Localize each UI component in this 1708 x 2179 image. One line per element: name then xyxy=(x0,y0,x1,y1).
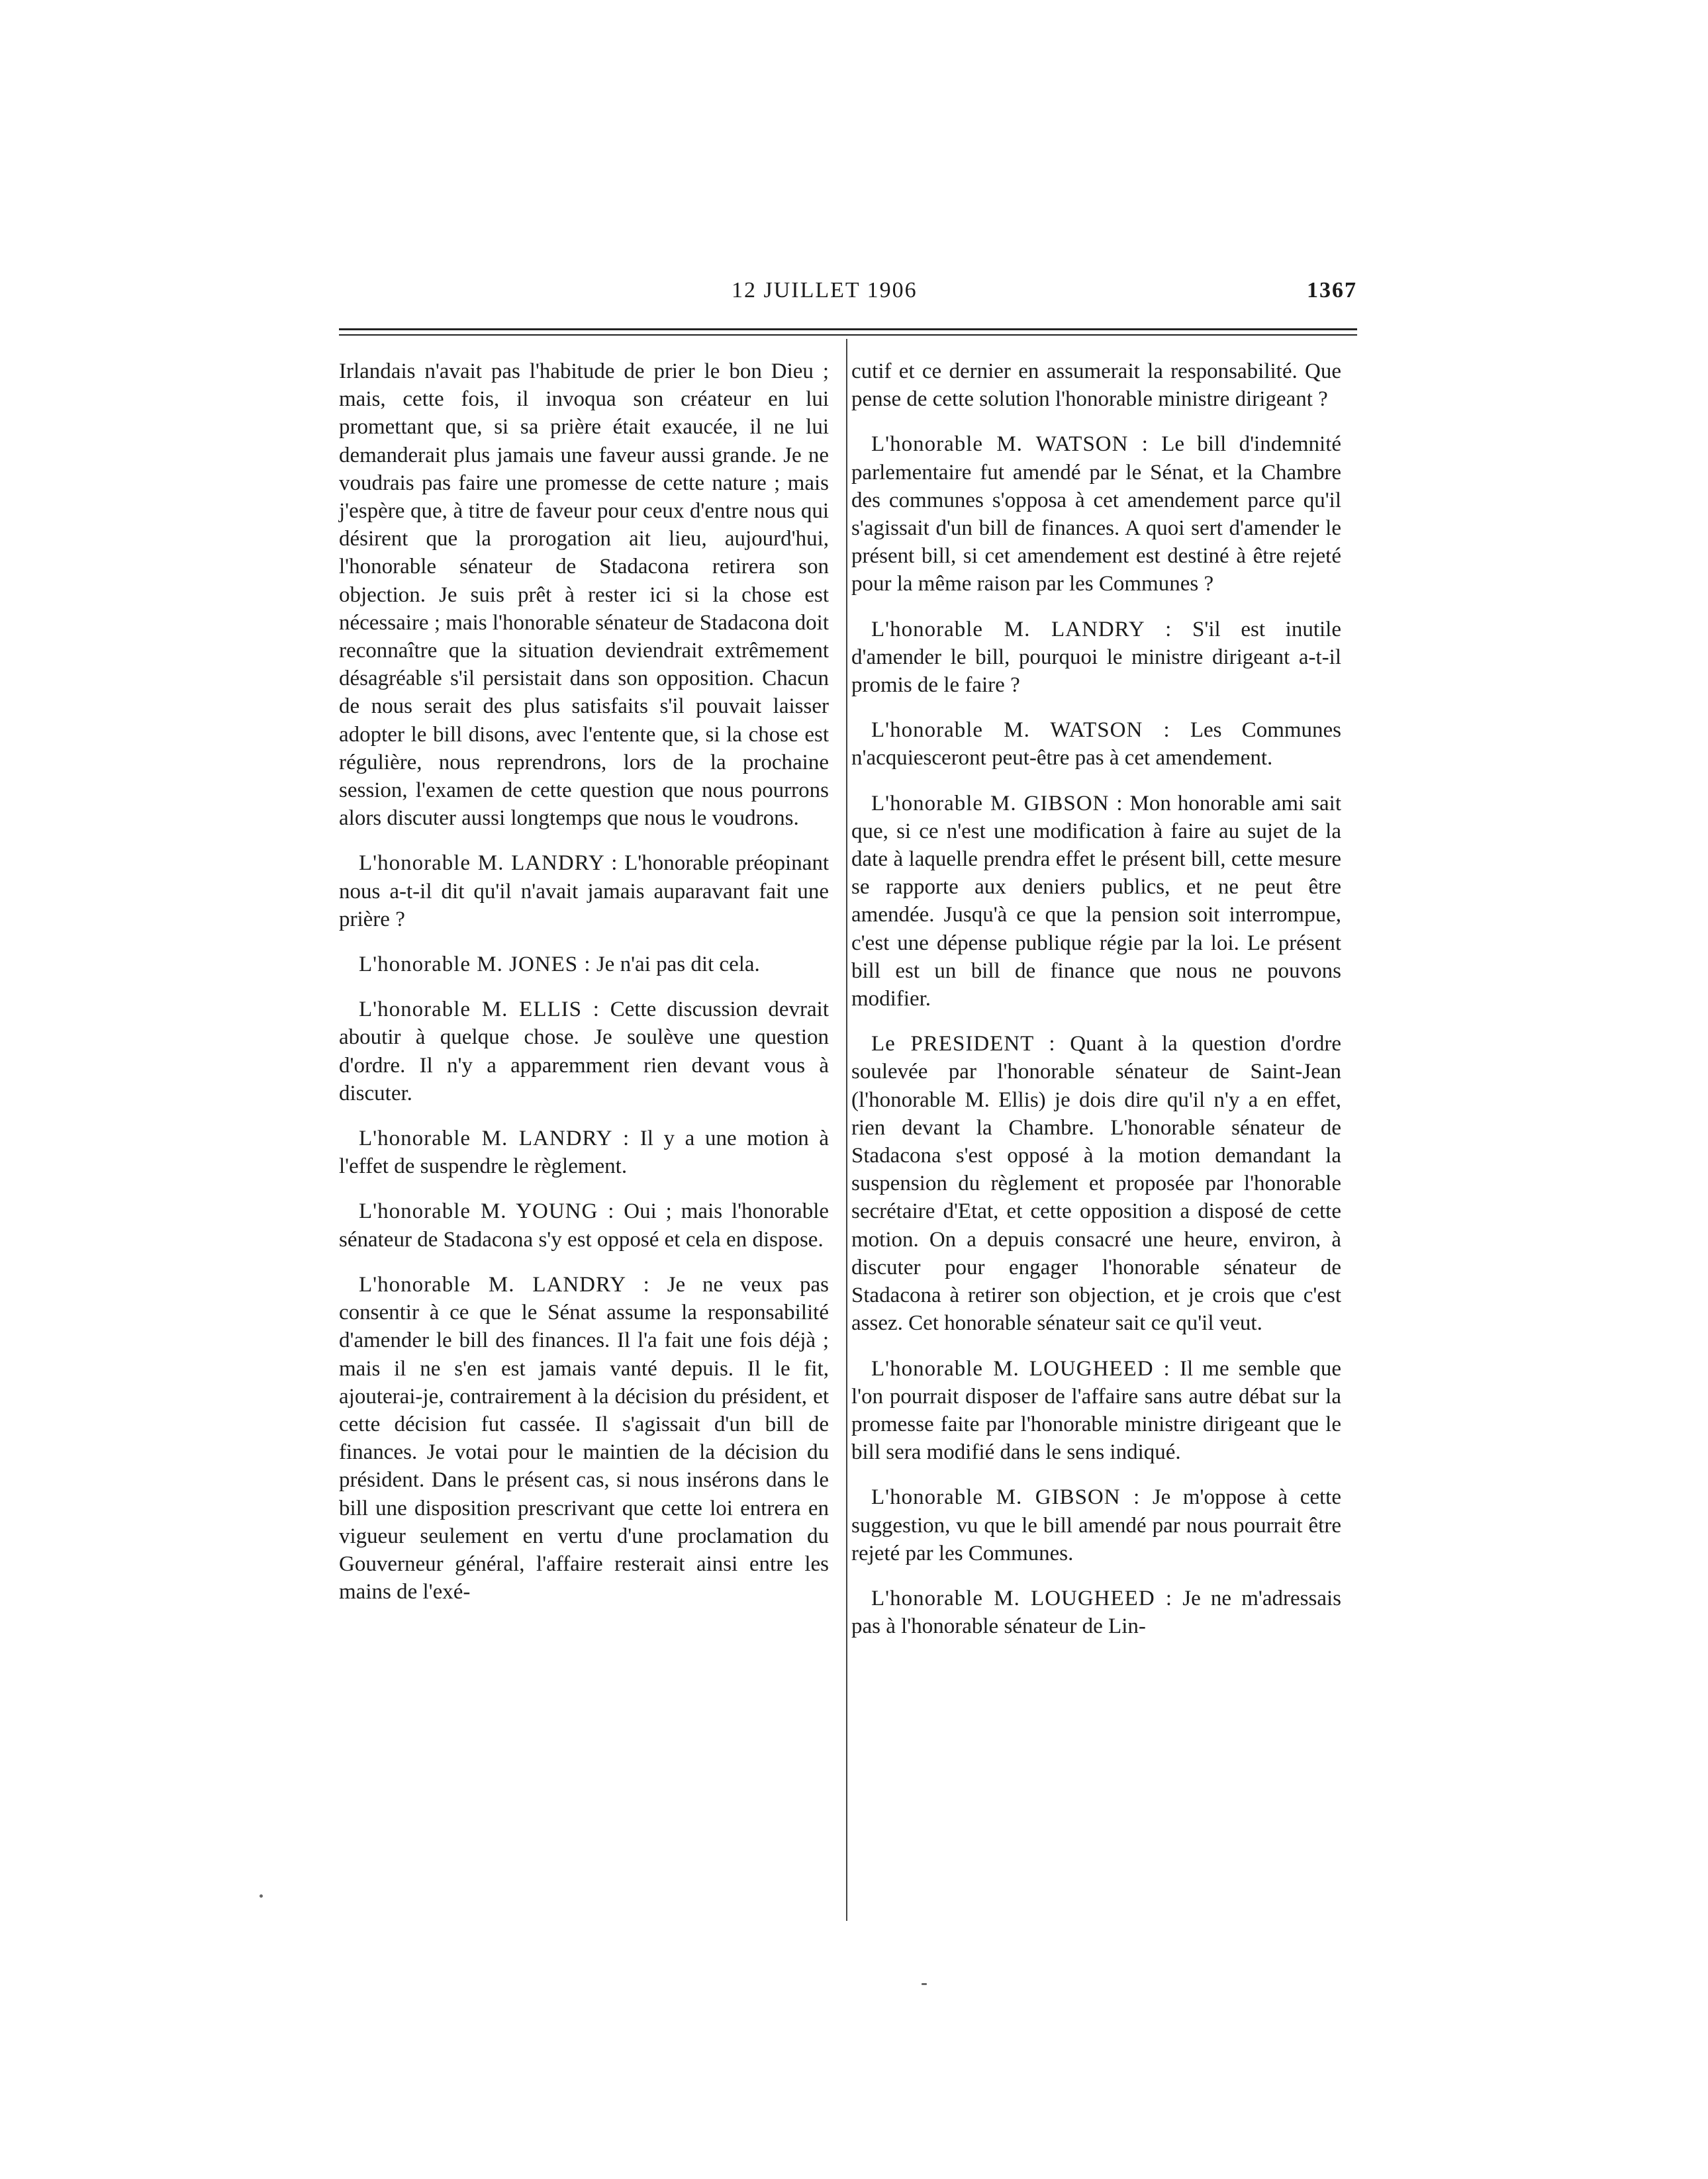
paragraph-text: Il y a une motion à l'effet de suspendre le règlement. xyxy=(339,1127,829,1179)
speaker-name: L'honorable M. ELLIS : xyxy=(359,997,600,1022)
page-number: 1367 xyxy=(1307,278,1357,302)
paragraph-text: Quant à la question d'ordre soulevée par l'honorable sénateur de Saint-Jean (l'honorable M. Ellis) je dois dire qu'il n'y a en effet, rien devant la Chambre. L'honorable sénateur de Stadacona s'est opposé à la motion demandant la suspension du règlement et proposée par l'honorable secrétaire d'Etat, et cette opposition a disposé de cette motion. On a depuis consacré une heure, environ, à discuter pour engager l'honorable sénateur de Stadacona à retirer son objection, et je crois que c'est assez. Cet honorable sénateur sait ce qu'il veut. xyxy=(851,1032,1341,1336)
paragraph-text: Je n'ai pas dit cela. xyxy=(596,952,760,977)
speaker-name: L'honorable M. LANDRY : xyxy=(359,851,618,876)
paragraph xyxy=(339,1125,829,1180)
paragraph-text: Oui ; mais l'honorable sénateur de Stadacona s'y est opposé et cela en dispose. xyxy=(339,1199,830,1252)
paragraph-text: Il me semble que l'on pourrait disposer de l'affaire sans autre débat sur la promesse faite par l'honorable ministre dirigeant que le bill sera modifié dans le sens indiqué. xyxy=(851,1356,1342,1465)
paragraph-text: Les Communes n'acquiesceront peut-être pas à cet amendement. xyxy=(851,718,1342,770)
paragraph-text: L'honorable préopinant nous a-t-il dit qu'il n'avait jamais auparavant fait une prière ? xyxy=(339,851,830,931)
speaker-name: L'honorable M. LOUGHEED : xyxy=(871,1356,1170,1381)
paragraph xyxy=(851,1585,1341,1640)
paragraph xyxy=(851,357,1341,413)
scan-speck xyxy=(922,1983,927,1985)
paragraph xyxy=(851,1483,1341,1567)
paragraph-text: cutif et ce dernier en assumerait la responsabilité. Que pense de cette solution l'honorable ministre dirigeant ? xyxy=(851,359,1341,412)
paragraph xyxy=(339,849,829,933)
paragraph-text: Mon honorable ami sait que, si ce n'est une modification à faire au sujet de la date à laquelle prendra effet le présent bill, cette mesure se rapporte aux deniers publics, et ne peut être amendée. Jusqu'à ce que la pension soit interrompue, c'est une dépense publique régie par la loi. Le présent bill est un bill de finance que nous ne pouvons modifier. xyxy=(851,791,1341,1011)
paragraph-text: Cette discussion devrait aboutir à quelque chose. Je soulève une question d'ordre. Il n'y a apparemment rien devant vous à discuter. xyxy=(339,997,829,1105)
speaker-name: L'honorable M. YOUNG : xyxy=(359,1199,615,1224)
speaker-name: L'honorable M. LANDRY : xyxy=(871,617,1172,641)
header-rule-top xyxy=(339,328,1357,330)
running-head xyxy=(338,278,1357,318)
speaker-name: L'honorable M. WATSON : xyxy=(871,718,1170,743)
paragraph-text: Je m'oppose à cette suggestion, vu que le bill amendé par nous pourrait être rejeté par les Communes. xyxy=(851,1485,1341,1565)
paragraph-text: Irlandais n'avait pas l'habitude de prier le bon Dieu ; mais, cette fois, il invoqua son créateur en lui promettant que, si sa prière était exaucée, il ne lui demanderait plus jamais une faveur aussi grande. Je ne voudrais pas faire une promesse de cette nature ; mais j'espère que, à titre de faveur pour ceux d'entre nous qui désirent que la prorogation ait lieu, aujourd'hui, l'honorable sénateur de Stadacona retirera son objection. Je suis prêt à rester ici si la chose est nécessaire ; mais l'honorable sénateur de Stadacona doit reconnaître que la situation deviendrait extrêmement désagréable s'il persistait dans son opposition. Chacun de nous serait des plus satisfaits s'il pouvait laisser adopter le bill disons, avec l'entente que, si la chose est régulière, nous reprendrons, lors de la prochaine session, l'examen de cette question que nous pourrons alors discuter aussi longtemps que nous le voudrons. xyxy=(339,359,829,831)
paragraph xyxy=(851,1355,1341,1467)
paragraph-text: Le bill d'indemnité parlementaire fut amendé par le Sénat, et la Chambre des communes s'opposa à cet amendement parce qu'il s'agissait d'un bill de finances. A quoi sert d'amender le présent bill, si cet amendement est destiné à être rejeté pour la même raison par les Communes ? xyxy=(851,432,1342,596)
paragraph xyxy=(851,430,1341,598)
speaker-name: L'honorable M. LANDRY : xyxy=(359,1272,650,1297)
header-date: 12 JUILLET 1906 xyxy=(732,278,918,302)
paragraph-text: S'il est inutile d'amender le bill, pourquoi le ministre dirigeant a-t-il promis de le faire ? xyxy=(851,617,1341,698)
paragraph xyxy=(339,1197,829,1253)
paragraph xyxy=(339,996,829,1107)
speaker-name: L'honorable M. LANDRY : xyxy=(359,1127,630,1151)
left-column xyxy=(339,357,829,1606)
paragraph xyxy=(339,357,829,832)
paragraph xyxy=(339,950,829,978)
paragraph xyxy=(851,790,1341,1013)
scan-speck xyxy=(260,1894,263,1898)
paragraph-text: Je ne veux pas consentir à ce que le Sénat assume la responsabilité d'amender le bill des finances. Il l'a fait une fois déjà ; mais il ne s'en est jamais vanté depuis. Il le fit, ajouterai-je, contrairement à la décision du président, et cette décision fut cassée. Il s'agissait d'un bill de finances. Je votai pour le maintien de la décision du président. Dans le présent cas, si nous insérons dans le bill une disposition prescrivant que cette loi entrera en vigueur seulement en vertu d'une proclamation du Gouverneur général, l'affaire resterait ainsi entre les mains de l'exé- xyxy=(339,1272,830,1604)
speaker-name: L'honorable M. JONES : xyxy=(359,952,591,977)
paragraph-text: Je ne m'adressais pas à l'honorable sénateur de Lin- xyxy=(851,1586,1341,1639)
speaker-name: Le PRESIDENT : xyxy=(871,1032,1056,1056)
paragraph xyxy=(851,716,1341,772)
right-column xyxy=(851,357,1341,1640)
paragraph xyxy=(339,1271,829,1606)
header-rule-bottom xyxy=(339,334,1357,336)
speaker-name: L'honorable M. WATSON : xyxy=(871,432,1149,457)
paragraph xyxy=(851,616,1341,700)
paragraph xyxy=(851,1030,1341,1337)
speaker-name: L'honorable M. GIBSON : xyxy=(871,1485,1141,1510)
speaker-name: L'honorable M. LOUGHEED : xyxy=(871,1586,1173,1610)
column-divider xyxy=(846,339,847,1921)
speaker-name: L'honorable M. GIBSON : xyxy=(871,791,1123,815)
